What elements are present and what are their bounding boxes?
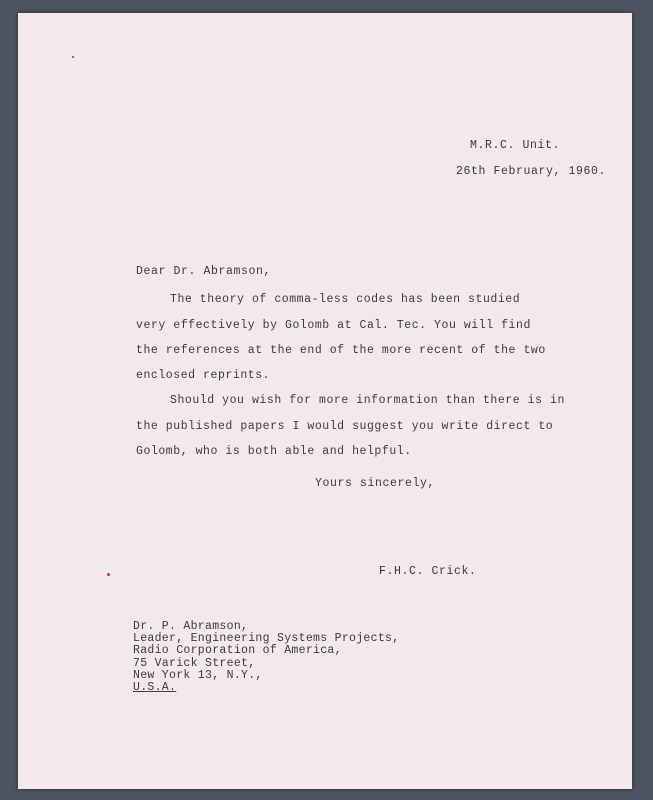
body-line: The theory of comma-less codes has been studied xyxy=(170,293,521,306)
signature: F.H.C. Crick. xyxy=(379,565,477,578)
letter-date: 26th February, 1960. xyxy=(456,165,607,178)
body-line: Should you wish for more information than there is in xyxy=(170,394,565,407)
recipient-name: Dr. P. Abramson, xyxy=(133,620,249,633)
body-line: very effectively by Golomb at Cal. Tec. You will find xyxy=(136,319,531,332)
body-line: the references at the end of the more recent of the two xyxy=(136,344,546,357)
letter-page xyxy=(18,13,632,789)
body-line: enclosed reprints. xyxy=(136,369,271,382)
body-line: the published papers I would suggest you write direct to xyxy=(136,420,554,433)
ink-speck xyxy=(72,56,74,58)
recipient-company: Radio Corporation of America, xyxy=(133,644,342,658)
closing: Yours sincerely, xyxy=(315,477,436,490)
recipient-street: 75 Varick Street, xyxy=(133,656,256,670)
salutation: Dear Dr. Abramson, xyxy=(136,265,272,278)
recipient-country: U.S.A. xyxy=(133,680,177,694)
recipient-title: Leader, Engineering Systems Projects, xyxy=(133,632,400,646)
recipient-address xyxy=(133,621,399,694)
recipient-city: New York 13, N.Y., xyxy=(133,668,263,682)
body-line: Golomb, who is both able and helpful. xyxy=(136,445,412,458)
ink-speck-red xyxy=(107,573,110,576)
sender-unit: M.R.C. Unit. xyxy=(470,139,561,152)
